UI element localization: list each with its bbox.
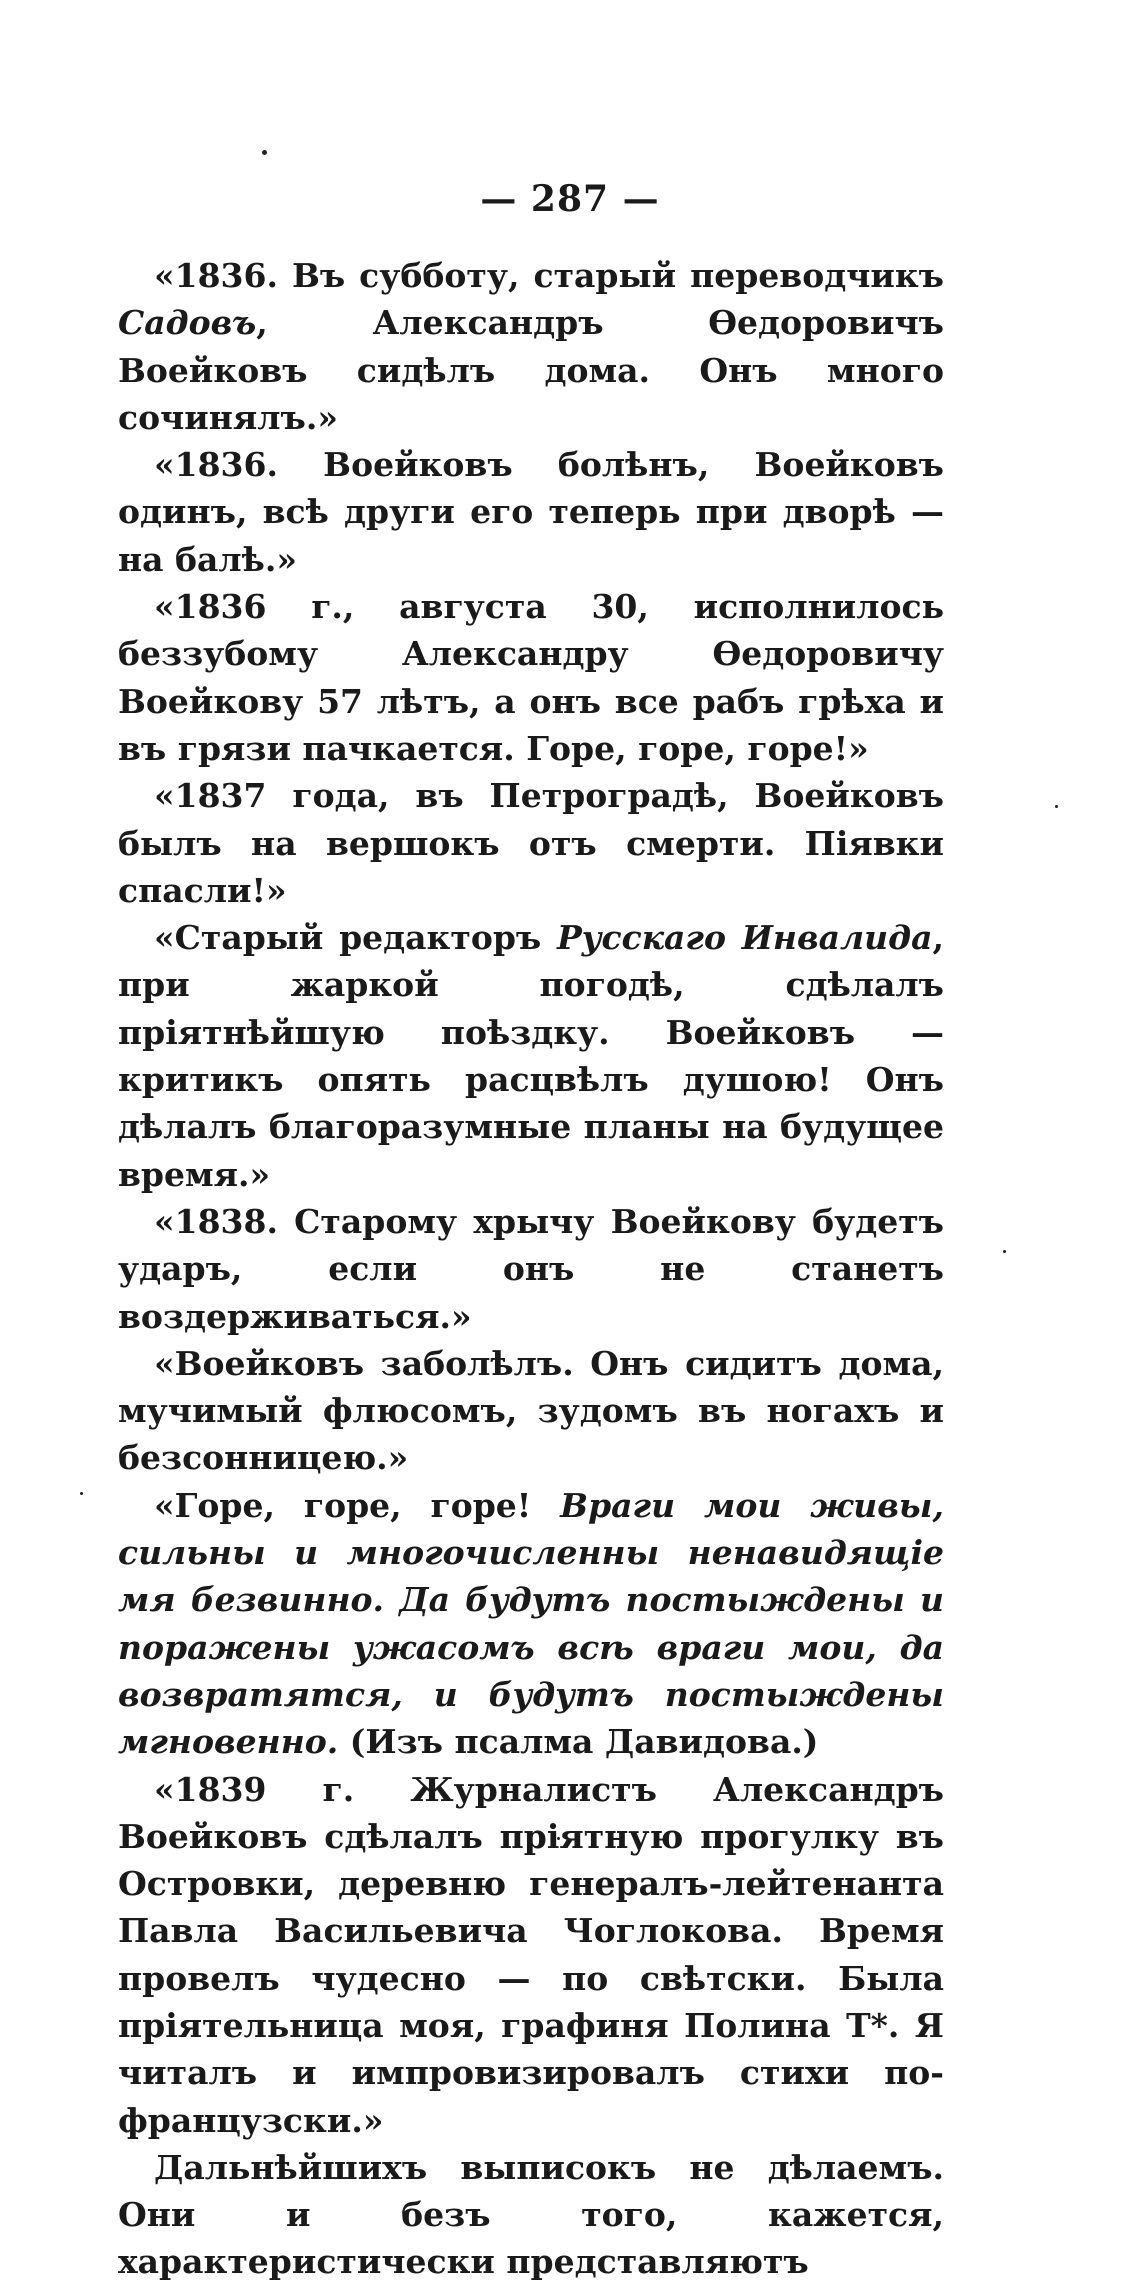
paragraph	[118, 2144, 944, 2286]
text-run: «1837 года, въ Петроградѣ, Воейковъ былъ на вершокъ отъ смерти. Піявки спасли!»	[118, 776, 944, 910]
paragraph	[118, 1340, 944, 1482]
italic-text: Враги мои живы, сильны и многочисленны ненавидящіе мя безвинно. Да будутъ постыждены и поражены ужасомъ всѣ враги мои, да возвратятся, и будутъ постыждены мгновенно.	[118, 1485, 945, 1762]
ink-speck	[1003, 1250, 1006, 1253]
text-run: Дальнѣйшихъ выписокъ не дѣлаемъ. Они и безъ того, кажется, характеристически представляютъ	[118, 2147, 944, 2282]
text-run: «Старый редакторъ	[154, 918, 557, 958]
paragraph	[118, 252, 944, 441]
ink-speck	[1055, 805, 1058, 808]
paragraph	[118, 441, 944, 583]
text-run: «1836. Воейковъ болѣнъ, Воейковъ одинъ, всѣ други его теперь при дворѣ — на балѣ.»	[118, 445, 944, 579]
text-run: , при жаркой погодѣ, сдѣлалъ пріятнѣйшую поѣздку. Воейковъ — критикъ опять расцвѣлъ душою! Онъ дѣлалъ благоразумные планы на будущее время.»	[118, 918, 944, 1194]
paragraph	[118, 1198, 944, 1340]
ink-speck	[80, 1492, 83, 1495]
text-run: «1838. Старому хрычу Воейкову будетъ ударъ, если онъ не станетъ воздерживаться.»	[118, 1201, 944, 1336]
italic-text: Садовъ	[118, 303, 257, 343]
text-run: «1839 г. Журналистъ Александръ Воейковъ сдѣлалъ пріятную прогулку въ Островки, деревню генералъ-лейтенанта Павла Васильевича Чоглокова. Время провелъ чудесно — по свѣтски. Была пріятельница моя, графиня Полина Т*. Я читалъ и импровизировалъ стихи по-французски.»	[118, 1769, 944, 2140]
paragraph	[118, 1482, 944, 1766]
text-run: «1836 г., августа 30, исполнилось беззубому Александру Өедоровичу Воейкову 57 лѣтъ, а онъ все рабъ грѣха и въ грязи пачкается. Горе, горе, горе!»	[118, 587, 944, 768]
text-run: (Изъ псалма Давидова.)	[338, 1722, 819, 1762]
italic-text: Русскаго Инвалида	[556, 918, 933, 958]
body-text	[118, 252, 944, 2286]
paragraph	[118, 914, 944, 1198]
text-run: «Воейковъ заболѣлъ. Онъ сидитъ дома, мучимый флюсомъ, зудомъ въ ногахъ и безсонницею.»	[118, 1343, 944, 1478]
paragraph	[118, 583, 944, 772]
text-run: «Горе, горе, горе!	[154, 1485, 561, 1525]
paragraph	[118, 1766, 944, 2144]
paragraph	[118, 772, 944, 914]
page-number: — 287 —	[480, 178, 660, 220]
text-run: «1836. Въ субботу, старый переводчикъ	[154, 256, 944, 295]
ink-speck	[262, 150, 267, 155]
text-run: , Александръ Өедоровичъ Воейковъ сидѣлъ дома. Онъ много сочинялъ.»	[118, 303, 944, 437]
